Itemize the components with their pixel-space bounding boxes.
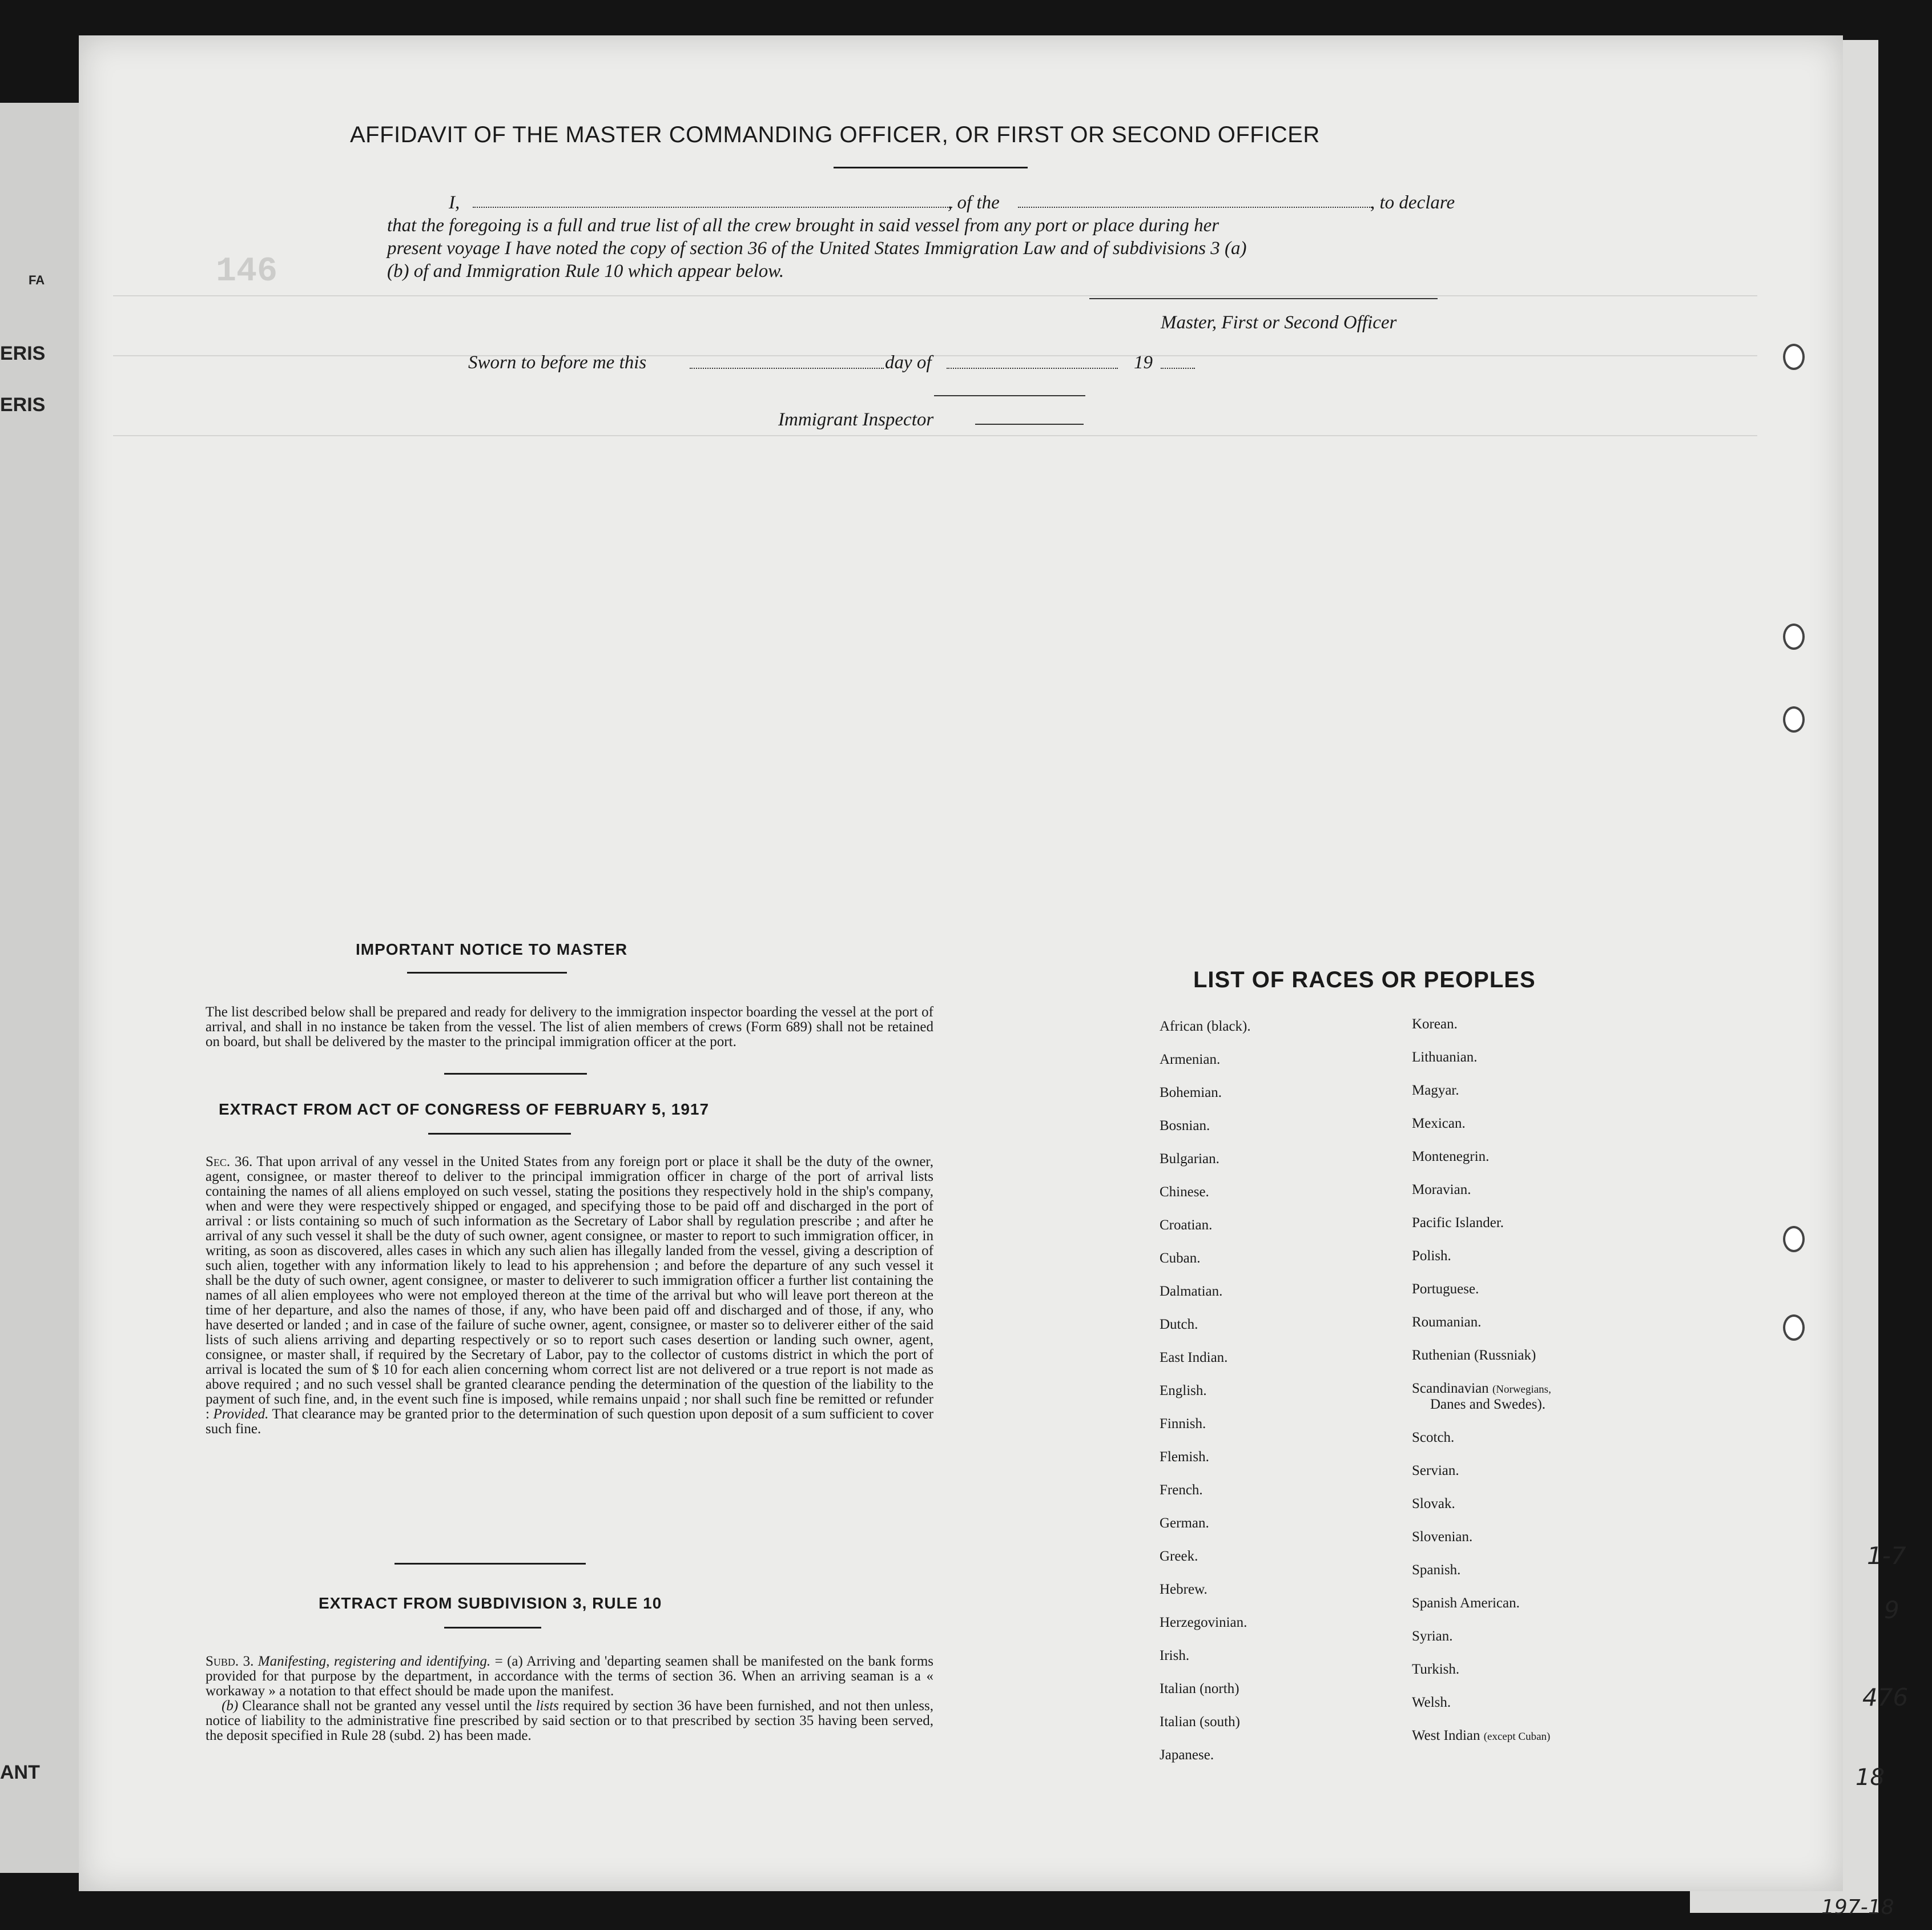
race-item: Korean. xyxy=(1412,1016,1458,1032)
race-item: Croatian. xyxy=(1160,1217,1213,1233)
handwritten-note: 197-18 xyxy=(1821,1896,1894,1919)
rule-text-a: = (a) Arriving and 'departing seamen shall be manifested on the bank forms provided for that purpose by the department, in accordance with the terms of section 36. When an arriving seaman is a « workaway » a notation to that effect should be made upon the manifest. xyxy=(206,1654,934,1699)
race-item: Scandinavian xyxy=(1412,1381,1489,1396)
handwritten-note: 476 xyxy=(1862,1683,1909,1711)
master-label: Master, First or Second Officer xyxy=(1161,312,1397,333)
officer-name-blank xyxy=(473,207,952,208)
race-item: Roumanian. xyxy=(1412,1314,1482,1330)
race-item: Bohemian. xyxy=(1160,1085,1222,1100)
race-item: Italian (north) xyxy=(1160,1681,1239,1696)
left-margin-fragment: ANT xyxy=(0,1762,40,1783)
affidavit-line-4: (b) of and Immigration Rule 10 which appear below. xyxy=(387,261,784,282)
race-item: Mexican. xyxy=(1412,1116,1466,1131)
race-item-scandinavian xyxy=(1412,1381,1551,1430)
act-section-text: That upon arrival of any vessel in the United States from any foreign port or place it shall be the duty of the owner, agent, consignee, or master thereof to deliver to the principal immigration officer in charge of the port of arrival lists containing the names of all aliens employed on such vessel, stating the positions they respectively hold in the ship's company, when and were they were respectively shipped or engaged, and specifying those to be paid off and discharged in the port of arrival : or lists containing so much of such information as the Secretary of Labor shall by regulation prescribe ; and after he arrival of any such vessel it shall be the duty of such owner, agent consignee, or master to report to such immigration officer, in writing, as soon as discovered, alles cases in which any such alien has illegally landed from the vessel, giving a description of such alien, together with any information likely to lead to his apprehension ; and before the departure of any such vessel it shall be the duty of such owner, agent consignee, or master to deliverer to such immigration officer a further list containing the names of all alien employees who were not employed thereon at the time of the arrival but who will leave port thereon at the time of her departure, and also the names of those, if any, who have been paid off and discharged and of those, if any, who have deserted or landed ; and in case of the failure of suche owner, agent, consignee, or master so to deliverer either of the said lists of such aliens arriving and departing respectively or so to report such cases desertion or landing such owner, agent, consignee, or master shall, if required by the Secretary of Labor, pay to the collector of customs district in which the port of arrival is located the sum of $ 10 for each alien concerning whom correct list are not delivered or a true report is not made as above required ; and no such vessel shall be granted clearance pending the determination of the question of the liability to the payment of such fine, and, in the event such fine is imposed, while remains unpaid ; nor shall such fine be remitted or refunder : xyxy=(206,1154,933,1422)
race-item: Chinese. xyxy=(1160,1184,1209,1200)
notice-divider xyxy=(407,972,567,974)
race-item: Irish. xyxy=(1160,1648,1190,1663)
race-item: Dalmatian. xyxy=(1160,1284,1223,1299)
race-item: Armenian. xyxy=(1160,1052,1221,1067)
affidavit-of-the: , of the xyxy=(948,192,1000,213)
act-end-rule xyxy=(395,1563,586,1565)
sworn-day-blank xyxy=(690,368,884,369)
handwritten-note: 9 xyxy=(1884,1596,1899,1624)
rule-b-label: (b) xyxy=(222,1698,239,1714)
race-item: Welsh. xyxy=(1412,1695,1451,1710)
race-item: Slovenian. xyxy=(1412,1529,1473,1545)
affidavit-title: AFFIDAVIT OF THE MASTER COMMANDING OFFICER, OR FIRST OR SECOND OFFICER xyxy=(350,122,1320,147)
inspector-signature-line xyxy=(934,395,1085,396)
rule-subd-heading: Manifesting, registering and identifying. xyxy=(257,1654,491,1669)
race-item: Bosnian. xyxy=(1160,1118,1210,1133)
year-label: 19 xyxy=(1134,352,1153,373)
inspector-name-line xyxy=(975,424,1084,425)
act-divider xyxy=(428,1133,571,1135)
race-item: Slovak. xyxy=(1412,1496,1455,1511)
punch-hole xyxy=(1783,624,1805,650)
race-item: Flemish. xyxy=(1160,1449,1209,1465)
race-item-note: (Norwegians, xyxy=(1492,1384,1551,1396)
race-item: French. xyxy=(1160,1482,1203,1498)
punch-hole xyxy=(1783,344,1805,370)
punch-hole xyxy=(1783,706,1805,733)
sworn-month-blank xyxy=(947,368,1118,369)
bleed-through-rule xyxy=(113,295,1757,296)
punch-hole xyxy=(1783,1226,1805,1252)
sworn-label: Sworn to before me this xyxy=(468,352,647,373)
race-item: Montenegrin. xyxy=(1412,1149,1490,1164)
rule-text-b1: Clearance shall not be granted any vessel until the xyxy=(242,1698,532,1714)
master-signature-line xyxy=(1089,298,1438,299)
underlying-page-edge xyxy=(0,103,86,1873)
act-title: EXTRACT FROM ACT OF CONGRESS OF FEBRUARY 5, 1917 xyxy=(219,1100,710,1118)
race-item: Polish. xyxy=(1412,1248,1451,1264)
race-item: Dutch. xyxy=(1160,1317,1198,1332)
races-right-column xyxy=(1412,1016,1551,1761)
affidavit-to-declare: , to declare xyxy=(1370,192,1455,213)
left-margin-fragment: FA xyxy=(29,273,45,287)
race-item: African (black). xyxy=(1160,1019,1251,1034)
notice-text: The list described below shall be prepared and ready for delivery to the immigration inspector boarding the vessel at the port of arrival, and shall in no instance be taken from the vessel. The list of alien members of crews (Form 689) shall not be retained on board, but shall be delivered by the master to the principal immigration officer at the port. xyxy=(206,1004,933,1050)
race-item: Magyar. xyxy=(1412,1083,1459,1098)
race-item-note: Danes and Swedes). xyxy=(1430,1397,1546,1412)
race-item: Scotch. xyxy=(1412,1430,1455,1445)
title-divider xyxy=(834,167,1028,168)
act-text xyxy=(206,1155,933,1437)
race-item: Cuban. xyxy=(1160,1251,1201,1266)
races-title: LIST OF RACES OR PEOPLES xyxy=(1193,967,1536,992)
race-item: Finnish. xyxy=(1160,1416,1206,1432)
handwritten-note: 18 xyxy=(1855,1764,1885,1791)
race-item: Spanish. xyxy=(1412,1562,1461,1578)
bleed-through-rule xyxy=(113,435,1757,436)
race-item: Spanish American. xyxy=(1412,1595,1520,1611)
race-item: Greek. xyxy=(1160,1549,1198,1564)
race-item: Bulgarian. xyxy=(1160,1151,1219,1167)
notice-title: IMPORTANT NOTICE TO MASTER xyxy=(356,940,628,958)
race-item: Syrian. xyxy=(1412,1629,1453,1644)
rule-divider xyxy=(444,1627,541,1629)
race-item-west-indian xyxy=(1412,1728,1551,1761)
race-item: Hebrew. xyxy=(1160,1582,1208,1597)
sworn-year-blank xyxy=(1161,368,1195,369)
race-item: English. xyxy=(1160,1383,1207,1398)
race-item: Ruthenian (Russniak) xyxy=(1412,1348,1536,1363)
race-item: Lithuanian. xyxy=(1412,1050,1478,1065)
act-provided: Provided. xyxy=(213,1406,269,1422)
race-item: Moravian. xyxy=(1412,1182,1471,1197)
rule-text-b2: required by section 36 have been furnished, and not then unless, notice of liability to the administrative fine prescribed by said section or to that prescribed by section 35 having been served, the deposit specified in Rule 28 (subd. 2) has been made. xyxy=(206,1698,934,1743)
vessel-name-blank xyxy=(1018,207,1372,208)
affidavit-line-3: present voyage I have noted the copy of section 36 of the United States Immigration Law and of subdivisions 3 (a) xyxy=(387,238,1247,259)
left-margin-fragment: ERIS xyxy=(0,394,46,416)
race-item: Servian. xyxy=(1412,1463,1459,1478)
race-item: Herzegovinian. xyxy=(1160,1615,1247,1630)
race-item: Portuguese. xyxy=(1412,1281,1479,1297)
race-item-note: (except Cuban) xyxy=(1483,1731,1551,1743)
day-of-label: day of xyxy=(885,352,932,373)
race-item: West Indian xyxy=(1412,1728,1480,1743)
document-page xyxy=(79,35,1843,1891)
race-item: Turkish. xyxy=(1412,1662,1460,1677)
inspector-label: Immigrant Inspector xyxy=(778,409,934,430)
race-item: Italian (south) xyxy=(1160,1714,1240,1730)
handwritten-note: 1-7 xyxy=(1867,1542,1906,1570)
left-margin-fragment: ERIS xyxy=(0,343,46,364)
affidavit-line-2: that the foregoing is a full and true list of all the crew brought in said vessel from any port or place during her xyxy=(387,215,1219,236)
bleed-through-rule xyxy=(113,355,1757,356)
stamp-number: 146 xyxy=(216,252,278,291)
act-section-text-end: That clearance may be granted prior to the determination of such question upon deposit of a sum sufficient to cover such fine. xyxy=(206,1406,934,1437)
race-item: East Indian. xyxy=(1160,1350,1228,1365)
punch-hole xyxy=(1783,1314,1805,1341)
rule-subd-label: Subd. 3. xyxy=(206,1654,254,1669)
races-left-column xyxy=(1160,1019,1251,1780)
rule-title: EXTRACT FROM SUBDIVISION 3, RULE 10 xyxy=(319,1594,662,1612)
race-item: Pacific Islander. xyxy=(1412,1215,1504,1231)
affidavit-line-i: I, xyxy=(449,192,460,213)
rule-text xyxy=(206,1654,933,1743)
act-section-label: Sec. 36. xyxy=(206,1154,253,1169)
race-item: German. xyxy=(1160,1515,1209,1531)
rule-lists-word: lists xyxy=(536,1698,559,1714)
race-item: Japanese. xyxy=(1160,1747,1214,1763)
notice-end-rule xyxy=(444,1073,587,1075)
